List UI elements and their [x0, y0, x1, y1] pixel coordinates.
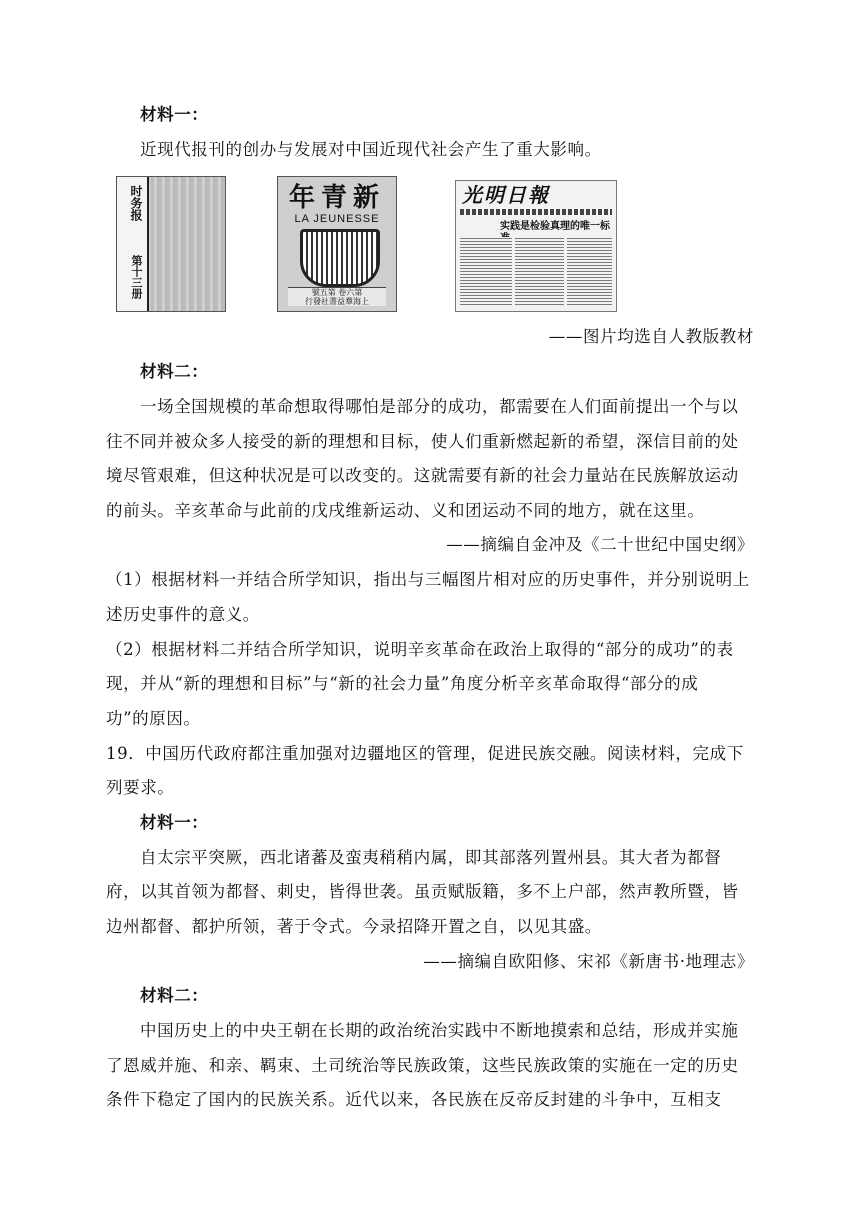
- problem19-material2-line-2: 了恩威并施、和亲、羁束、土司统治等民族政策，这些民族政策的实施在一定的历史: [106, 1056, 739, 1075]
- material2-source: ——摘编自金冲及《二十世纪中国史纲》: [446, 535, 754, 554]
- question1-line-2: 述历史事件的意义。: [106, 605, 260, 624]
- question2-line-2: 现，并从“新的理想和目标”与“新的社会力量”角度分析辛亥革命取得“部分的成: [106, 674, 699, 693]
- material2-line-1: 一场全国规模的革命想取得哪怕是部分的成功，都需要在人们面前提出一个与以: [140, 397, 739, 416]
- xinqingnian-subtitle: LA JEUNESSE: [294, 213, 380, 225]
- problem19-line-2: 列要求。: [106, 778, 175, 797]
- guangmingribao-headline: 实践是检验真理的唯一标: [500, 221, 610, 232]
- shiwubao-title: 时务报: [129, 185, 143, 221]
- problem19-material2-heading: 材料二：: [140, 986, 209, 1005]
- xinqingnian-footer-line1: 號五第 卷六第: [311, 288, 363, 297]
- shiwubao-cover-image: [116, 176, 226, 312]
- guangmingribao-masthead: 光明日報: [462, 183, 550, 207]
- question2-line-1: （2）根据材料二并结合所学知识，说明辛亥革命在政治上取得的“部分的成功”的表: [106, 640, 734, 659]
- xinqingnian-footer: [288, 287, 386, 306]
- material1-heading: 材料一：: [140, 105, 209, 124]
- question2-line-3: 功”的原因。: [106, 709, 201, 728]
- problem19-material2-line-1: 中国历史上的中央王朝在长期的政治统治实践中不断地摸索和总结，形成并实施: [140, 1021, 739, 1040]
- problem19-material1-line-2: 府，以其首领为都督、刺史，皆得世袭。虽贡赋版籍，多不上户部，然声教所暨，皆: [106, 882, 739, 901]
- material1-text: 近现代报刊的创办与发展对中国近现代社会产生了重大影响。: [140, 140, 602, 159]
- material2-heading: 材料二：: [140, 362, 209, 381]
- xinqingnian-footer-line2: 行發社書益羣海上: [305, 297, 369, 306]
- problem19-material2-line-3: 条件下稳定了国内的民族关系。近代以来，各民族在反帝反封建的斗争中，互相支: [106, 1090, 722, 1109]
- problem19-material1-line-1: 自太宗平突厥，西北诸蕃及蛮夷稍稍内属，即其部落列置州县。其大者为都督: [140, 848, 722, 867]
- material2-line-4: 的前头。辛亥革命与此前的戊戌维新运动、义和团运动不同的地方，就在这里。: [106, 501, 705, 520]
- guangmingribao-front-page-image: [455, 180, 617, 312]
- shiwubao-volume: 第十三册: [130, 255, 143, 299]
- material2-line-2: 往不同并被众多人接受的新的理想和目标，使人们重新燃起新的希望，深信目前的处: [106, 432, 739, 451]
- problem19-material1-source: ——摘编自欧阳修、宋祁《新唐书·地理志》: [423, 952, 754, 971]
- question1-line-1: （1）根据材料一并结合所学知识，指出与三幅图片相对应的历史事件，并分别说明上: [106, 570, 750, 589]
- xinqingnian-emblem: [300, 229, 380, 287]
- problem19-material1-line-3: 边州都督、都护所领，著于令式。今录招降开置之自，以见其盛。: [106, 917, 602, 936]
- problem19-line-1: 19．中国历代政府都注重加强对边疆地区的管理，促进民族交融。阅读材料，完成下: [106, 744, 744, 763]
- problem19-material1-heading: 材料一：: [140, 813, 209, 832]
- material1-source: ——图片均选自人教版教材: [548, 327, 754, 346]
- xinqingnian-cover-image: [277, 176, 397, 312]
- material2-line-3: 境尽管艰难，但这种状况是可以改变的。这就需要有新的社会力量站在民族解放运动: [106, 466, 739, 485]
- xinqingnian-title: 新青年: [288, 183, 385, 213]
